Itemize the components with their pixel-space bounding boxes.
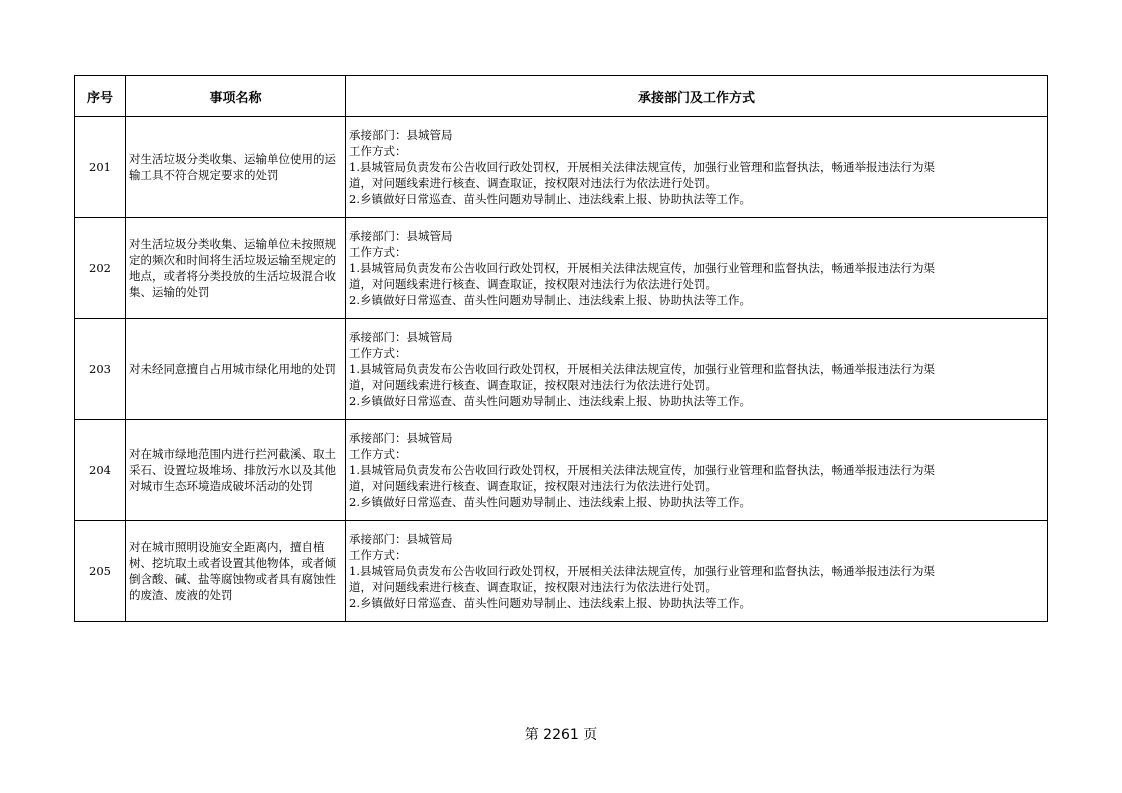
header-name: 事项名称	[126, 76, 346, 117]
row-name: 对生活垃圾分类收集、运输单位未按照规定的频次和时间将生活垃圾运输至规定的地点，或者将分类投放的生活垃圾混合收集、运输的处罚	[126, 218, 346, 319]
dept-line: 承接部门：县城管局	[349, 229, 453, 243]
dept-line: 承接部门：县城管局	[349, 128, 453, 142]
method-item-1b: 道，对问题线索进行核查、调查取证，按权限对违法行为依法进行处罚。	[349, 176, 717, 190]
header-seq: 序号	[75, 76, 126, 117]
dept-line: 承接部门：县城管局	[349, 532, 453, 546]
dept-line: 承接部门：县城管局	[349, 330, 453, 344]
row-seq: 201	[75, 117, 126, 218]
row-seq: 202	[75, 218, 126, 319]
header-dept: 承接部门及工作方式	[346, 76, 1048, 117]
method-item-1a: 1.县城管局负责发布公告收回行政处罚权，开展相关法律法规宣传，加强行业管理和监督执法，畅通举报违法行为渠	[349, 160, 935, 174]
table-row	[75, 218, 1048, 319]
method-label: 工作方式：	[349, 548, 407, 562]
method-item-2: 2.乡镇做好日常巡查、苗头性问题劝导制止、违法线索上报、协助执法等工作。	[349, 495, 751, 509]
row-dept	[346, 218, 1048, 319]
row-dept	[346, 420, 1048, 521]
row-name: 对在城市照明设施安全距离内，擅自植树、挖坑取土或者设置其他物体，或者倾倒含酸、碱、盐等腐蚀物或者具有腐蚀性的废渣、废液的处罚	[126, 521, 346, 622]
method-label: 工作方式：	[349, 346, 407, 360]
table-row	[75, 117, 1048, 218]
method-label: 工作方式：	[349, 245, 407, 259]
method-label: 工作方式：	[349, 447, 407, 461]
row-name: 对生活垃圾分类收集、运输单位使用的运输工具不符合规定要求的处罚	[126, 117, 346, 218]
method-item-2: 2.乡镇做好日常巡查、苗头性问题劝导制止、违法线索上报、协助执法等工作。	[349, 293, 751, 307]
table-row	[75, 521, 1048, 622]
dept-line: 承接部门：县城管局	[349, 431, 453, 445]
method-label: 工作方式：	[349, 144, 407, 158]
row-name: 对在城市绿地范围内进行拦河截溪、取土采石、设置垃圾堆场、排放污水以及其他对城市生态环境造成破坏活动的处罚	[126, 420, 346, 521]
method-item-2: 2.乡镇做好日常巡查、苗头性问题劝导制止、违法线索上报、协助执法等工作。	[349, 394, 751, 408]
method-item-1a: 1.县城管局负责发布公告收回行政处罚权，开展相关法律法规宣传，加强行业管理和监督执法，畅通举报违法行为渠	[349, 261, 935, 275]
method-item-2: 2.乡镇做好日常巡查、苗头性问题劝导制止、违法线索上报、协助执法等工作。	[349, 596, 751, 610]
row-dept	[346, 319, 1048, 420]
table-row	[75, 319, 1048, 420]
page-number: 第 2261 页	[524, 727, 598, 743]
table-row	[75, 420, 1048, 521]
row-dept	[346, 117, 1048, 218]
method-item-1a: 1.县城管局负责发布公告收回行政处罚权，开展相关法律法规宣传，加强行业管理和监督执法，畅通举报违法行为渠	[349, 362, 935, 376]
method-item-1b: 道，对问题线索进行核查、调查取证，按权限对违法行为依法进行处罚。	[349, 378, 717, 392]
method-item-1a: 1.县城管局负责发布公告收回行政处罚权，开展相关法律法规宣传，加强行业管理和监督执法，畅通举报违法行为渠	[349, 564, 935, 578]
row-seq: 204	[75, 420, 126, 521]
row-dept	[346, 521, 1048, 622]
row-seq: 203	[75, 319, 126, 420]
row-seq: 205	[75, 521, 126, 622]
method-item-1b: 道，对问题线索进行核查、调查取证，按权限对违法行为依法进行处罚。	[349, 277, 717, 291]
table-header-row	[75, 76, 1048, 117]
row-name: 对未经同意擅自占用城市绿化用地的处罚	[126, 319, 346, 420]
method-item-1b: 道，对问题线索进行核查、调查取证，按权限对违法行为依法进行处罚。	[349, 479, 717, 493]
method-item-1b: 道，对问题线索进行核查、调查取证，按权限对违法行为依法进行处罚。	[349, 580, 717, 594]
method-item-1a: 1.县城管局负责发布公告收回行政处罚权，开展相关法律法规宣传，加强行业管理和监督执法，畅通举报违法行为渠	[349, 463, 935, 477]
method-item-2: 2.乡镇做好日常巡查、苗头性问题劝导制止、违法线索上报、协助执法等工作。	[349, 192, 751, 206]
matters-table	[74, 75, 1048, 622]
